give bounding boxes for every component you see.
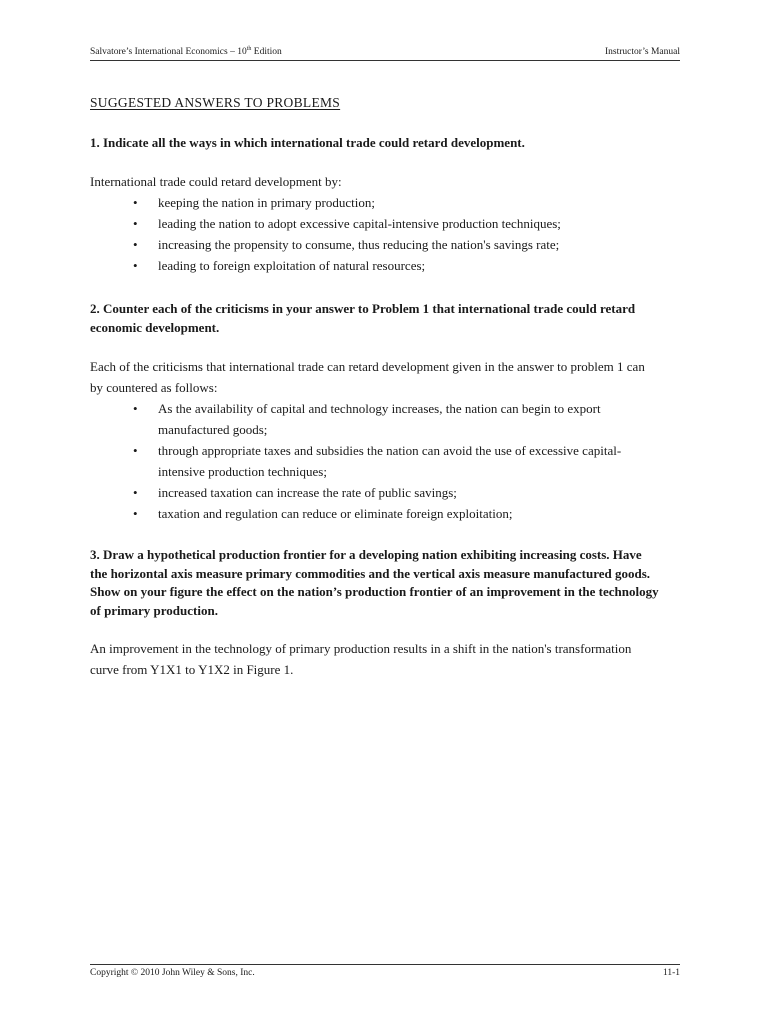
problem-3-answer-intro: An improvement in the technology of primary production results in a shift in the nation's transformation curve from Y1X1 to Y1X2 in Figure 1. [90, 641, 632, 677]
problem-3-answer [90, 638, 660, 680]
page-number: 11-1 [662, 968, 680, 978]
problem-1-answer [90, 171, 660, 276]
header-manual-label: Instructor’s Manual [604, 47, 680, 57]
bullet-icon: • [133, 485, 138, 500]
list-item: • taxation and regulation can reduce or eliminate foreign exploitation; [90, 503, 660, 524]
list-item: • As the availability of capital and technology increases, the nation can begin to export manufactured goods; [90, 398, 660, 440]
header-rule [90, 60, 680, 61]
list-item: • leading to foreign exploitation of natural resources; [90, 255, 660, 276]
problem-1-answer-intro: International trade could retard development by: [90, 174, 342, 189]
problem-1-bullet-list [90, 192, 660, 276]
problem-2-answer-intro: Each of the criticisms that international trade can retard development given in the answer to problem 1 can by countered as follows: [90, 359, 645, 395]
problem-3-question: 3. Draw a hypothetical production frontier for a developing nation exhibiting increasing costs. Have the horizontal axis measure primary commodities and the vertical axis measure manufactured goods. Show on your figure the effect on the nation’s production frontier of an improvement in the technology of primary production. [90, 547, 659, 618]
footer-rule [90, 964, 680, 965]
list-item: • leading the nation to adopt excessive capital-intensive production techniques; [90, 213, 660, 234]
bullet-icon: • [133, 401, 138, 416]
list-item: • increasing the propensity to consume, thus reducing the nation's savings rate; [90, 234, 660, 255]
problem-1-question: 1. Indicate all the ways in which international trade could retard development. [90, 135, 525, 150]
bullet-icon: • [133, 237, 138, 252]
bullet-icon: • [133, 195, 138, 210]
bullet-icon: • [133, 258, 138, 273]
problem-2-bullet-list [90, 398, 660, 524]
footer-copyright: Copyright © 2010 John Wiley & Sons, Inc. [90, 968, 255, 978]
document-page [90, 0, 680, 1024]
header-book-title: Salvatore’s International Economics – 10th Edition [90, 46, 282, 57]
list-item: • keeping the nation in primary production; [90, 192, 660, 213]
bullet-icon: • [133, 443, 138, 458]
list-item: • increased taxation can increase the rate of public savings; [90, 482, 660, 503]
section-title: SUGGESTED ANSWERS TO PROBLEMS [90, 95, 341, 110]
list-item: • through appropriate taxes and subsidies the nation can avoid the use of excessive capital-intensive production techniques; [90, 440, 660, 482]
problem-2-question: 2. Counter each of the criticisms in your answer to Problem 1 that international trade could retard economic development. [90, 301, 636, 335]
bullet-icon: • [133, 216, 138, 231]
problem-2-answer [90, 356, 660, 524]
bullet-icon: • [133, 506, 138, 521]
page-footer [90, 966, 680, 980]
running-header [90, 45, 680, 59]
